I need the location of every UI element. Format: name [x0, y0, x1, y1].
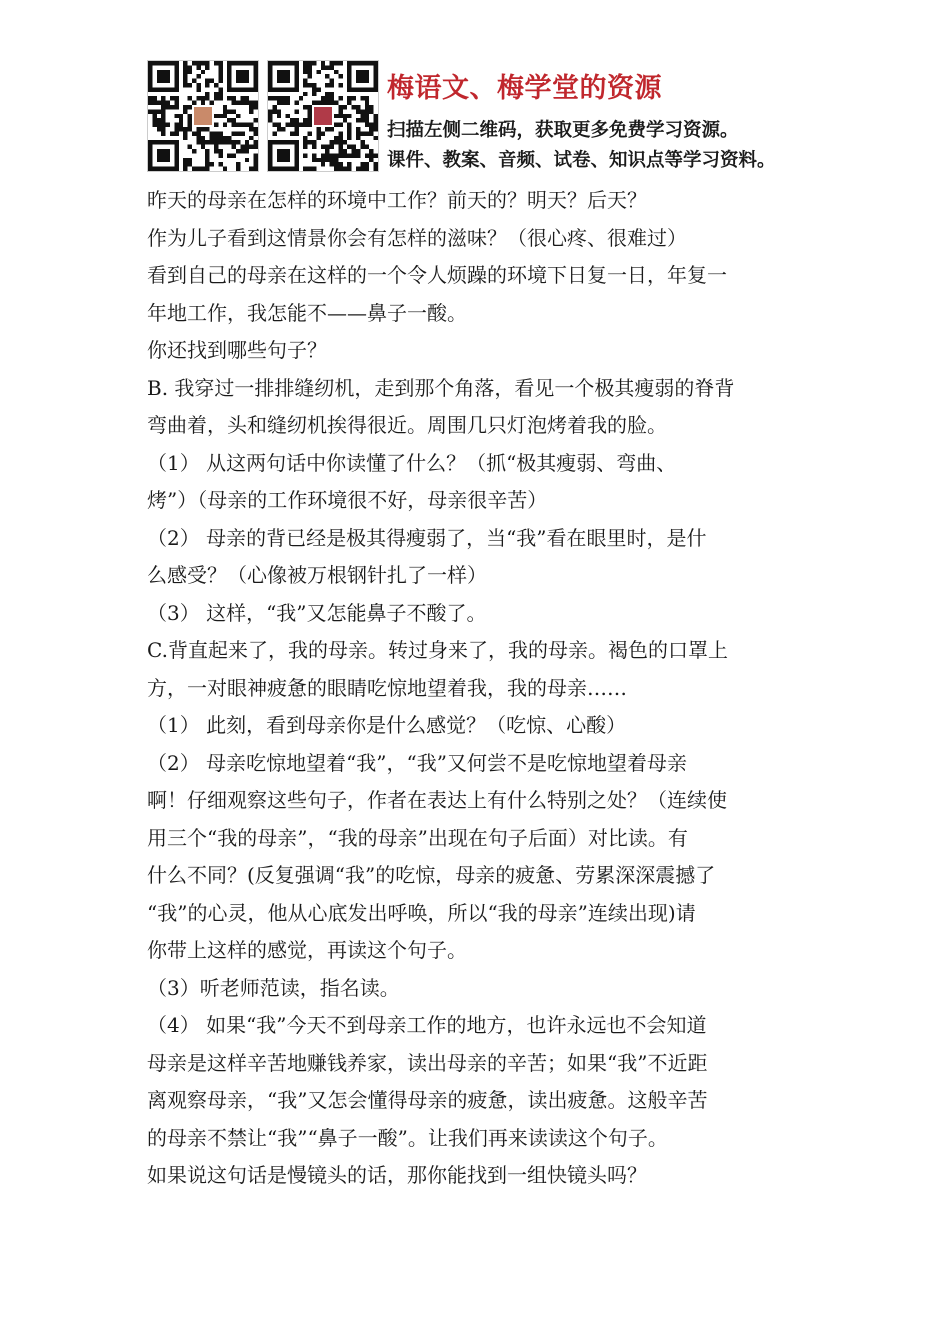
qr-code-image [267, 60, 379, 172]
text-line: 啊！仔细观察这些句子，作者在表达上有什么特别之处？（连续使 [147, 788, 727, 812]
banner-title: 梅语文、梅学堂的资源 [387, 73, 662, 104]
text-line: 离观察母亲，“我”又怎会懂得母亲的疲惫，读出疲惫。这般辛苦 [147, 1088, 708, 1112]
text-line: 昨天的母亲在怎样的环境中工作？前天的？明天？后天？ [147, 188, 647, 212]
text-line: 你带上这样的感觉，再读这个句子。 [147, 938, 467, 962]
text-line: 你还找到哪些句子？ [147, 338, 327, 362]
text-line: C.背直起来了，我的母亲。转过身来了，我的母亲。褐色的口罩上 [147, 638, 728, 662]
text-line: 母亲是这样辛苦地赚钱养家，读出母亲的辛苦；如果“我”不近距 [147, 1050, 708, 1075]
text-line: （3） 这样，“我”又怎能鼻子不酸了。 [147, 600, 487, 625]
text-line: 什么不同？(反复强调“我”的吃惊，母亲的疲惫、劳累深深震撼了 [147, 863, 716, 887]
text-line: B. 我穿过一排排缝纫机，走到那个角落，看见一个极其瘦弱的脊背 [147, 375, 735, 400]
text-line: 作为儿子看到这情景你会有怎样的滋味？（很心疼、很难过） [147, 225, 687, 250]
text-line: （1） 此刻，看到母亲你是什么感觉？（吃惊、心酸） [147, 713, 627, 737]
text-line: 弯曲着，头和缝纫机挨得很近。周围几只灯泡烤着我的脸。 [147, 413, 667, 437]
qr-code-graphic [268, 61, 378, 171]
text-line: 么感受？（心像被万根钢针扎了一样） [147, 563, 487, 587]
text-line: （2） 母亲吃惊地望着“我”，“我”又何尝不是吃惊地望着母亲 [147, 750, 687, 775]
text-line: 看到自己的母亲在这样的一个令人烦躁的环境下日复一日，年复一 [147, 263, 727, 287]
text-line: 方，一对眼神疲惫的眼睛吃惊地望着我，我的母亲…… [147, 675, 627, 700]
text-line: （2） 母亲的背已经是极其得瘦弱了，当“我”看在眼里时，是什 [147, 525, 707, 550]
qr-code-graphic [148, 61, 258, 171]
banner-subtitle: 课件、教案、音频、试卷、知识点等学习资料。 [387, 150, 776, 171]
banner-subtitle: 扫描左侧二维码，获取更多免费学习资源。 [387, 120, 739, 141]
text-line: 如果说这句话是慢镜头的话，那你能找到一组快镜头吗？ [147, 1163, 647, 1187]
document-body [147, 182, 807, 1195]
text-line: （3）听老师范读，指名读。 [147, 975, 400, 1000]
text-line: 烤”）（母亲的工作环境很不好，母亲很辛苦） [147, 488, 548, 512]
text-line: （1） 从这两句话中你读懂了什么？（抓“极其瘦弱、弯曲、 [147, 450, 677, 475]
text-line: “我”的心灵，他从心底发出呼唤，所以“我的母亲”连续出现)请 [147, 900, 696, 925]
qr-code-image [147, 60, 259, 172]
text-line: （4） 如果“我”今天不到母亲工作的地方，也许永远也不会知道 [147, 1013, 707, 1037]
text-line: 年地工作，我怎能不——鼻子一酸。 [147, 300, 467, 325]
text-line: 的母亲不禁让“我”“鼻子一酸”。让我们再来读读这个句子。 [147, 1125, 668, 1150]
text-line: 用三个“我的母亲”，“我的母亲”出现在句子后面）对比读。有 [147, 825, 688, 850]
resource-banner [147, 60, 827, 172]
